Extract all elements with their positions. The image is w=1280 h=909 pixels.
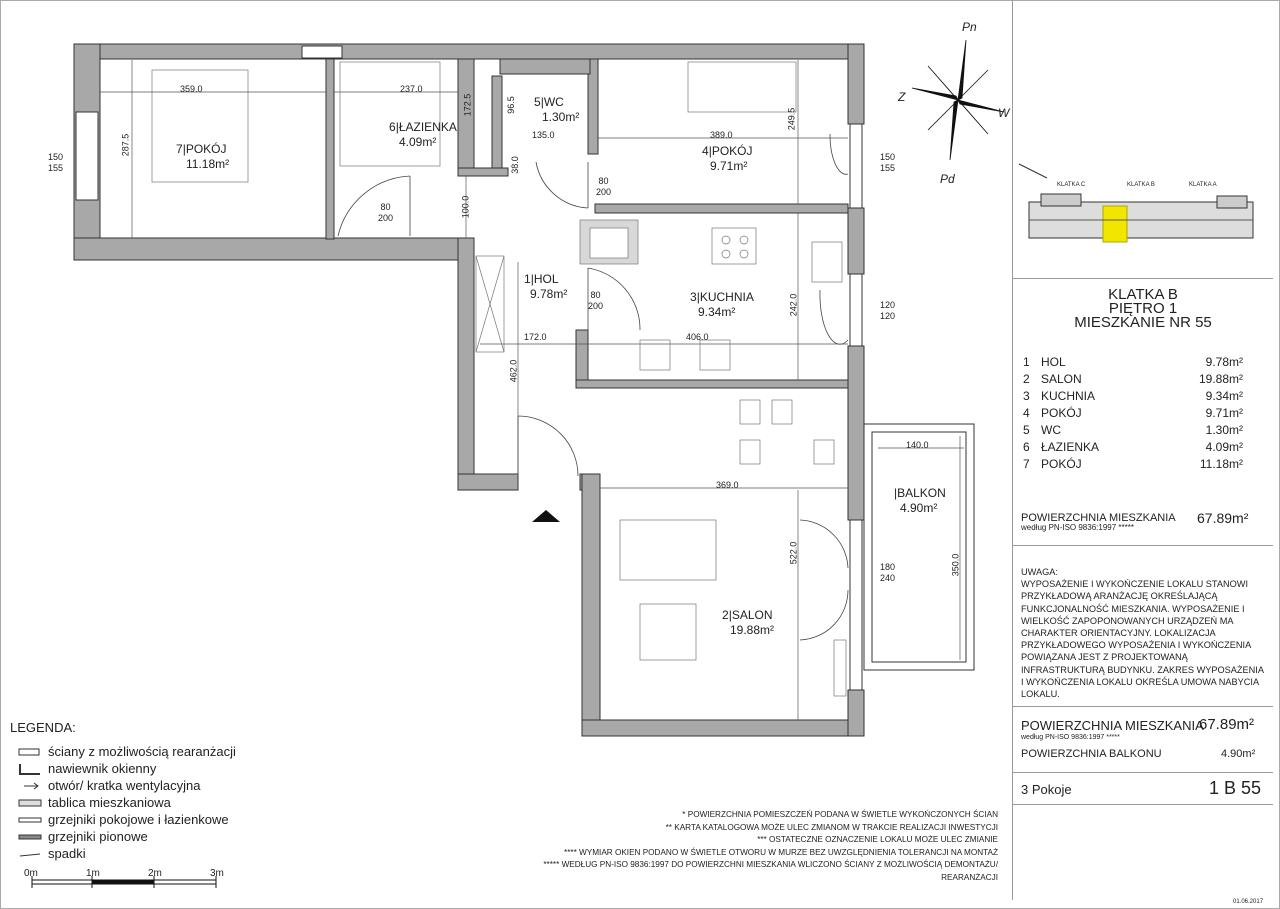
apartment-plate-icon (18, 799, 42, 807)
door-size: 80 200 (588, 290, 604, 311)
keyplan-drawing (1017, 158, 1269, 273)
dim-text: 249.5 (786, 107, 797, 131)
room-no: 6 (389, 120, 396, 134)
keyplan-label: KLATKA C (1057, 182, 1086, 188)
balcony-name: BALKON (897, 486, 946, 500)
room-name: ŁAZIENKA (398, 120, 457, 134)
remarks-line: LOKALU. (1021, 689, 1060, 700)
legend-item: grzejniki pionowe (48, 829, 148, 844)
dim-text: 172.5 (462, 93, 473, 117)
area-standard: według PN-ISO 9836:1997 ***** (1021, 523, 1134, 532)
dim-text: 462.0 (508, 359, 519, 383)
keyplan-label: KLATKA B (1127, 182, 1155, 188)
vertical-radiator-icon (18, 833, 42, 841)
room-label-1: 1|HOL 9.78m² (524, 272, 568, 301)
legend-item: tablica mieszkaniowa (48, 795, 171, 810)
legend-title: LEGENDA: (10, 720, 76, 735)
dim-text: 172.0 (524, 332, 547, 342)
room-name: POKÓJ (711, 144, 753, 158)
room-area: 4.09m² (399, 135, 437, 149)
entrance-marker (532, 510, 560, 522)
apartment-header (1013, 288, 1273, 330)
summary-area-label: POWIERZCHNIA MIESZKANIA (1021, 718, 1204, 733)
legend-item: grzejniki pokojowe i łazienkowe (48, 812, 229, 827)
summary-balcony-label: POWIERZCHNIA BALKONU (1021, 748, 1162, 760)
dim-text: 38.0 (509, 156, 520, 174)
balcony-door-size: 180 240 (880, 562, 896, 583)
room-no: 4 (702, 144, 709, 158)
footnote: * POWIERZCHNIA POMIESZCZEŃ PODANA W ŚWIETLE WYKOŃCZONYCH ŚCIAN (682, 810, 998, 819)
dim-text: 242.0 (788, 293, 799, 317)
area-value: 67.89m² (1197, 510, 1249, 526)
remarks-line: INFRASTRUKTURĄ BUDYNKU. ZAKRES WYPOSAŻENIA (1021, 664, 1264, 675)
keyplan-label: KLATKA A (1189, 182, 1217, 188)
room-no: 3 (690, 290, 697, 304)
room-area: 19.88m² (730, 623, 775, 637)
dim-text: 389.0 (710, 130, 733, 140)
window-size: 150 155 (880, 152, 896, 173)
dim-text: 406.0 (686, 332, 709, 342)
footnote: REARANŻACJI (941, 872, 998, 882)
remarks (1021, 566, 1267, 700)
compass-west: Z (898, 90, 906, 104)
remarks-line: FUNKCJONALNOŚĆ MIESZKANIA. WYPOSAŻENIE I (1021, 603, 1245, 614)
room-label-5: 5|WC 1.30m² (534, 95, 580, 124)
balcony-area: 4.90m² (900, 501, 938, 515)
dim-text: 140.0 (906, 440, 929, 450)
room-label-7: 7|POKÓJ 11.18m² (176, 142, 230, 171)
balcony-label: |BALKON 4.90m² (894, 486, 946, 515)
vent-arrow-icon (18, 782, 42, 790)
scale-label: 1m (86, 868, 100, 879)
dim-text: 369.0 (716, 480, 739, 490)
room-no: 1 (524, 272, 531, 286)
footnote: *** OSTATECZNE OZNACZENIE LOKALU MOŻE ULEC ZMIANIE (757, 835, 998, 844)
scale-bar (32, 876, 216, 888)
dim-text: 135.0 (532, 130, 555, 140)
remarks-line: WYPOSAŻENIE I WYKOŃCZENIE LOKALU STANOWI (1021, 579, 1248, 590)
summary-balcony-value: 4.90m² (1221, 748, 1256, 760)
footnote: ***** WEDŁUG PN-ISO 9836:1997 DO POWIERZCHNI MIESZKANIA WLICZONO ŚCIANY Z MOŻLIWOŚCIĄ DEMONTAŻU/ (543, 860, 998, 869)
scale-label: 2m (148, 868, 162, 879)
remarks-line: CHARAKTER ORIENTACYJNY. LOKALIZACJA (1021, 628, 1216, 639)
key-plan (1017, 158, 1269, 273)
room-label-4: 4|POKÓJ 9.71m² (702, 144, 753, 173)
dim-text: 237.0 (400, 84, 423, 94)
room-label-6: 6|ŁAZIENKA 4.09m² (389, 120, 457, 149)
door-size: 80 200 (378, 202, 394, 223)
door-size: 80 200 (596, 176, 612, 197)
dim-text: 359.0 (180, 84, 203, 94)
footnote: ** KARTA KATALOGOWA MOŻE ULEC ZMIANOM W TRAKCIE REALIZACJI INWESTYCJI (665, 822, 998, 832)
compass-rose (912, 40, 1004, 160)
legend-item: spadki (48, 846, 86, 861)
window-size: 120 120 (880, 300, 896, 321)
rearrangeable-wall-icon (18, 748, 42, 756)
window-size: 150 155 (48, 152, 64, 173)
room-label-3: 3|KUCHNIA 9.34m² (690, 290, 754, 319)
dim-text: 287.5 (120, 133, 131, 157)
room-name: WC (543, 95, 564, 109)
room-no: 7 (176, 142, 183, 156)
summary-area-value: 67.89m² (1199, 716, 1255, 733)
room-name: POKÓJ (185, 142, 227, 156)
area-label: POWIERZCHNIA MIESZKANIA (1021, 512, 1176, 524)
room-no: 5 (534, 95, 541, 109)
footnotes (478, 809, 998, 884)
room-name: SALON (731, 608, 773, 622)
summary-area-standard: według PN-ISO 9836:1997 ***** (1021, 734, 1120, 741)
legend-item: nawiewnik okienny (48, 761, 157, 776)
dim-text: 100.0 (460, 195, 471, 219)
compass-north: Pn (962, 20, 977, 34)
legend-item: otwór/ kratka wentylacyjna (48, 778, 201, 793)
dim-text: 350.0 (950, 553, 961, 577)
floor: PIĘTRO 1 (1108, 300, 1178, 317)
room-area: 9.34m² (698, 305, 736, 319)
apartment-number: MIESZKANIE NR 55 (1074, 314, 1212, 331)
remarks-line: I WYKOŃCZENIA LOKALU OKREŚLA UMOWA NABYCIA (1021, 676, 1260, 687)
legend-item: ściany z możliwością rearanżacji (48, 744, 236, 759)
room-no: 2 (722, 608, 729, 622)
footnote: **** WYMIAR OKIEN PODANO W ŚWIETLE OTWORU W MURZE BEZ UWZGLĘDNIENIA TOLERANCJI NA MONTAŻ (564, 847, 998, 857)
balcony-outline (864, 424, 974, 670)
info-panel: KLATKA C KLATKA B KLATKA A KLATKA B PIĘTRO 1 MIESZKANIE NR 55 1 HOL 9.78m² 2 SALON 19.88m² 3 KUCHNIA 9.34m² 4 POKÓJ 9.71m² 5 WC 1.30m² 6 ŁAZIENKA 4.09m² 7 POKÓJ 11.18m² POWIERZCHNIA MIESZKANIA według PN-ISO 9836:1997 ***** 67.89m² UWAGA: WYPOSAŻENIE I WYKOŃCZENIE LOKALU STANOWI PRZYKŁADOWĄ ARANŻACJĘ OKREŚLAJĄCĄ FUNKCJONALNOŚĆ MIESZKANIA. WYPOSAŻENIE I WIELKOŚĆ ZAPOPONOWANYCH URZĄDZEŃ MA CHARAKTER ORIENTACYJNY. LOKALIZACJA PRZYKŁADOWEGO WYPOSAŻENIA I WYKOŃCZENIA POWIĄZANA JEST Z PROJEKTOWANĄ INFRASTRUKTURĄ BUDYNKU. ZAKRES WYPOSAŻENIA I WYKOŃCZENIA LOKALU OKREŚLA UMOWA NABYCIA LOKALU. POWIERZCHNIA MIESZKANIA według PN-ISO 9836:1997 ***** 67.89m² POWIERZCHNIA BALKONU 4.90m² 3 Pokoje 1 B 55 01.06.2017 (1012, 0, 1273, 900)
dim-text: 522.0 (788, 541, 799, 565)
compass-east: W (998, 106, 1010, 120)
room-radiator-icon (18, 816, 42, 824)
remarks-line: WIELKOŚĆ ZAPOPONOWANYCH URZĄDZEŃ MA (1021, 615, 1234, 626)
dim-text: 96.5 (505, 96, 516, 114)
staircase: KLATKA B (1108, 286, 1178, 303)
apartment-code: 1 B 55 (1209, 778, 1262, 798)
remarks-line: PRZYKŁADOWĄ ARANŻACJĘ OKREŚLAJĄCĄ (1021, 591, 1218, 602)
remarks-line: POWIĄZANA JEST Z PROJEKTOWANĄ (1021, 652, 1188, 663)
room-area: 9.78m² (530, 287, 568, 301)
scale-label: 0m (24, 868, 38, 879)
scale-label: 3m (210, 868, 224, 879)
remarks-line: PRZYKŁADOWEGO WYPOSAŻENIA I WYKOŃCZENIA (1021, 640, 1252, 651)
room-name: KUCHNIA (699, 290, 754, 304)
window-vent-icon (18, 764, 42, 776)
slope-icon (18, 850, 42, 858)
room-area: 1.30m² (542, 110, 580, 124)
issue-date: 01.06.2017 (1233, 899, 1264, 905)
room-area: 11.18m² (186, 157, 230, 171)
remarks-title: UWAGA: (1021, 567, 1058, 577)
room-area: 9.71m² (710, 159, 748, 173)
dimension-lines (100, 60, 964, 720)
compass-south: Pd (940, 172, 955, 186)
room-name: HOL (533, 272, 559, 286)
room-count: 3 Pokoje (1021, 782, 1072, 797)
room-label-2: 2|SALON 19.88m² (722, 608, 775, 637)
